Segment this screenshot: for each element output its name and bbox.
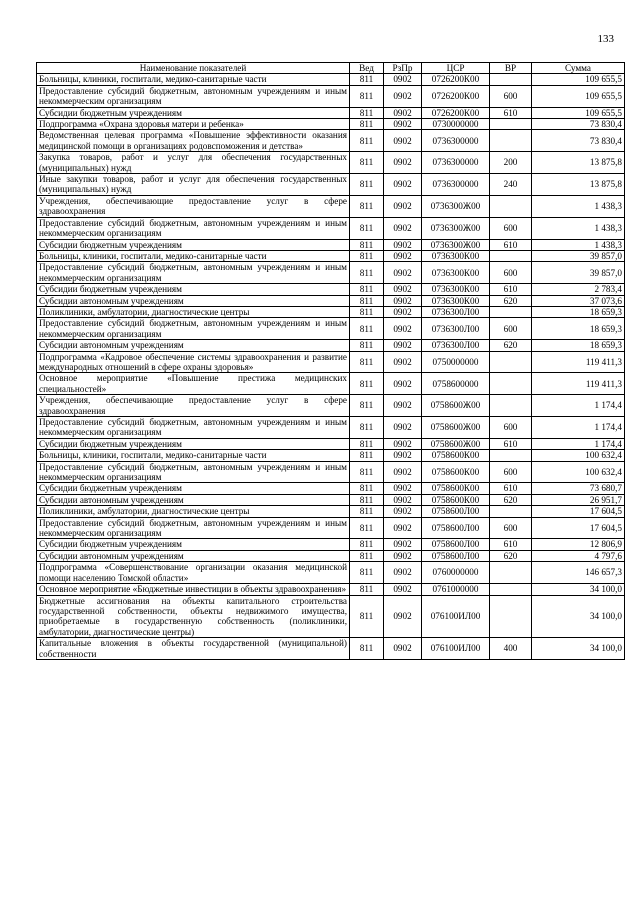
cell-rzpr: 0902 — [384, 351, 422, 373]
cell-csr: 0758600К00 — [422, 483, 490, 494]
cell-sum: 39 857,0 — [532, 250, 625, 261]
cell-name: Субсидии бюджетным учреждениям — [37, 483, 350, 494]
cell-sum: 17 604,5 — [532, 506, 625, 517]
cell-vr: 610 — [490, 539, 532, 550]
cell-vr: 400 — [490, 638, 532, 660]
cell-name: Субсидии автономным учреждениям — [37, 494, 350, 505]
cell-name: Предоставление субсидий бюджетным, автономным учреждениям и иным некоммерческим организациям — [37, 417, 350, 439]
cell-vr: 620 — [490, 494, 532, 505]
table-row — [37, 438, 625, 449]
budget-table — [36, 62, 625, 660]
cell-csr: 0736300Л00 — [422, 306, 490, 317]
table-row — [37, 262, 625, 284]
cell-sum: 1 174,4 — [532, 417, 625, 439]
cell-csr: 0736300000 — [422, 130, 490, 152]
cell-csr: 0758600К00 — [422, 461, 490, 483]
cell-name: Субсидии бюджетным учреждениям — [37, 107, 350, 118]
cell-ved: 811 — [350, 295, 384, 306]
cell-csr: 0736300К00 — [422, 284, 490, 295]
cell-name: Субсидии бюджетным учреждениям — [37, 438, 350, 449]
cell-ved: 811 — [350, 74, 384, 85]
cell-csr: 0758600Л00 — [422, 506, 490, 517]
cell-csr: 0736300000 — [422, 174, 490, 196]
cell-vr: 620 — [490, 550, 532, 561]
cell-rzpr: 0902 — [384, 395, 422, 417]
cell-rzpr: 0902 — [384, 306, 422, 317]
cell-csr: 0758600К00 — [422, 494, 490, 505]
cell-name: Субсидии бюджетным учреждениям — [37, 539, 350, 550]
cell-ved: 811 — [350, 450, 384, 461]
table-row — [37, 562, 625, 584]
cell-rzpr: 0902 — [384, 450, 422, 461]
cell-csr: 0736300Ж00 — [422, 217, 490, 239]
cell-sum: 1 174,4 — [532, 438, 625, 449]
cell-sum: 109 655,5 — [532, 107, 625, 118]
table-row — [37, 74, 625, 85]
table-row — [37, 195, 625, 217]
cell-vr: 600 — [490, 417, 532, 439]
cell-vr — [490, 373, 532, 395]
cell-name: Предоставление субсидий бюджетным, автономным учреждениям и иным некоммерческим организациям — [37, 85, 350, 107]
cell-sum: 4 797,6 — [532, 550, 625, 561]
cell-sum: 37 073,6 — [532, 295, 625, 306]
cell-rzpr: 0902 — [384, 483, 422, 494]
table-row — [37, 395, 625, 417]
cell-csr: 0726200К00 — [422, 74, 490, 85]
cell-name: Субсидии автономным учреждениям — [37, 550, 350, 561]
cell-csr: 0726200К00 — [422, 107, 490, 118]
cell-rzpr: 0902 — [384, 85, 422, 107]
cell-vr: 600 — [490, 461, 532, 483]
cell-ved: 811 — [350, 250, 384, 261]
cell-name: Ведомственная целевая программа «Повышение эффективности оказания медицинской помощи в организациях родовспоможения и детства» — [37, 130, 350, 152]
cell-ved: 811 — [350, 494, 384, 505]
cell-rzpr: 0902 — [384, 239, 422, 250]
table-row — [37, 340, 625, 351]
cell-csr: 0736300К00 — [422, 295, 490, 306]
cell-name: Поликлиники, амбулатории, диагностические центры — [37, 506, 350, 517]
cell-vr — [490, 562, 532, 584]
cell-ved: 811 — [350, 318, 384, 340]
cell-csr: 0758600Л00 — [422, 550, 490, 561]
cell-vr: 610 — [490, 239, 532, 250]
cell-name: Предоставление субсидий бюджетным, автономным учреждениям и иным некоммерческим организациям — [37, 517, 350, 539]
cell-rzpr: 0902 — [384, 295, 422, 306]
header-vr: ВР — [490, 63, 532, 74]
cell-sum: 18 659,3 — [532, 306, 625, 317]
cell-csr: 0736300Ж00 — [422, 239, 490, 250]
cell-sum: 73 830,4 — [532, 119, 625, 130]
cell-csr: 076100ИЛ00 — [422, 638, 490, 660]
cell-vr: 610 — [490, 107, 532, 118]
cell-rzpr: 0902 — [384, 250, 422, 261]
cell-csr: 0758600Ж00 — [422, 395, 490, 417]
cell-csr: 0761000000 — [422, 584, 490, 595]
cell-sum: 13 875,8 — [532, 152, 625, 174]
cell-name: Учреждения, обеспечивающие предоставление услуг в сфере здравоохранения — [37, 195, 350, 217]
cell-ved: 811 — [350, 239, 384, 250]
table-row — [37, 539, 625, 550]
cell-name: Иные закупки товаров, работ и услуг для обеспечения государственных (муниципальных) нужд — [37, 174, 350, 196]
cell-ved: 811 — [350, 85, 384, 107]
cell-vr — [490, 351, 532, 373]
cell-csr: 0758600Л00 — [422, 517, 490, 539]
cell-sum: 2 783,4 — [532, 284, 625, 295]
cell-csr: 0760000000 — [422, 562, 490, 584]
cell-ved: 811 — [350, 351, 384, 373]
table-row — [37, 550, 625, 561]
cell-vr: 600 — [490, 85, 532, 107]
cell-sum: 39 857,0 — [532, 262, 625, 284]
cell-ved: 811 — [350, 262, 384, 284]
cell-rzpr: 0902 — [384, 74, 422, 85]
cell-name: Подпрограмма «Охрана здоровья матери и ребенка» — [37, 119, 350, 130]
cell-vr: 600 — [490, 517, 532, 539]
cell-rzpr: 0902 — [384, 417, 422, 439]
cell-vr: 620 — [490, 295, 532, 306]
cell-name: Субсидии бюджетным учреждениям — [37, 284, 350, 295]
cell-name: Учреждения, обеспечивающие предоставление услуг в сфере здравоохранения — [37, 395, 350, 417]
cell-vr — [490, 119, 532, 130]
cell-vr — [490, 506, 532, 517]
cell-ved: 811 — [350, 195, 384, 217]
cell-csr: 0758600К00 — [422, 450, 490, 461]
table-row — [37, 584, 625, 595]
cell-rzpr: 0902 — [384, 517, 422, 539]
cell-ved: 811 — [350, 539, 384, 550]
cell-rzpr: 0902 — [384, 562, 422, 584]
cell-vr — [490, 195, 532, 217]
header-name: Наименование показателей — [37, 63, 350, 74]
table-row — [37, 351, 625, 373]
cell-csr: 0758600Ж00 — [422, 417, 490, 439]
table-row — [37, 130, 625, 152]
table-row — [37, 318, 625, 340]
cell-csr: 0758600000 — [422, 373, 490, 395]
cell-rzpr: 0902 — [384, 217, 422, 239]
table-row — [37, 107, 625, 118]
cell-sum: 146 657,3 — [532, 562, 625, 584]
cell-name: Субсидии бюджетным учреждениям — [37, 239, 350, 250]
cell-name: Предоставление субсидий бюджетным, автономным учреждениям и иным некоммерческим организациям — [37, 318, 350, 340]
cell-sum: 109 655,5 — [532, 74, 625, 85]
cell-csr: 0750000000 — [422, 351, 490, 373]
cell-rzpr: 0902 — [384, 539, 422, 550]
cell-sum: 119 411,3 — [532, 373, 625, 395]
cell-vr: 600 — [490, 262, 532, 284]
header-row — [37, 63, 625, 74]
table-row — [37, 494, 625, 505]
table-row — [37, 506, 625, 517]
cell-ved: 811 — [350, 119, 384, 130]
cell-csr: 0758600Ж00 — [422, 438, 490, 449]
table-row — [37, 417, 625, 439]
cell-csr: 0730000000 — [422, 119, 490, 130]
cell-rzpr: 0902 — [384, 506, 422, 517]
cell-rzpr: 0902 — [384, 107, 422, 118]
header-sum: Сумма — [532, 63, 625, 74]
cell-vr — [490, 395, 532, 417]
cell-csr: 0736300К00 — [422, 262, 490, 284]
table-row — [37, 295, 625, 306]
cell-name: Субсидии автономным учреждениям — [37, 295, 350, 306]
cell-sum: 1 438,3 — [532, 195, 625, 217]
cell-csr: 0726200К00 — [422, 85, 490, 107]
cell-name: Больницы, клиники, госпитали, медико-санитарные части — [37, 74, 350, 85]
table-row — [37, 250, 625, 261]
cell-ved: 811 — [350, 517, 384, 539]
cell-name: Бюджетные ассигнования на объекты капитального строительства государственной собственности, объекты недвижимого имущества, приобретаемые в государственную собственность (поликлиники, амбулатории, диагностические центры) — [37, 595, 350, 638]
cell-name: Предоставление субсидий бюджетным, автономным учреждениям и иным некоммерческим организациям — [37, 217, 350, 239]
cell-sum: 73 830,4 — [532, 130, 625, 152]
cell-ved: 811 — [350, 340, 384, 351]
cell-rzpr: 0902 — [384, 284, 422, 295]
cell-ved: 811 — [350, 152, 384, 174]
cell-rzpr: 0902 — [384, 438, 422, 449]
cell-ved: 811 — [350, 284, 384, 295]
cell-rzpr: 0902 — [384, 340, 422, 351]
cell-sum: 26 951,7 — [532, 494, 625, 505]
cell-sum: 17 604,5 — [532, 517, 625, 539]
cell-name: Основное мероприятие «Повышение престижа медицинских специальностей» — [37, 373, 350, 395]
cell-rzpr: 0902 — [384, 638, 422, 660]
cell-vr: 620 — [490, 340, 532, 351]
cell-rzpr: 0902 — [384, 461, 422, 483]
cell-sum: 109 655,5 — [532, 85, 625, 107]
cell-sum: 100 632,4 — [532, 450, 625, 461]
cell-rzpr: 0902 — [384, 584, 422, 595]
cell-rzpr: 0902 — [384, 119, 422, 130]
cell-ved: 811 — [350, 373, 384, 395]
cell-vr — [490, 595, 532, 638]
cell-name: Предоставление субсидий бюджетным, автономным учреждениям и иным некоммерческим организациям — [37, 262, 350, 284]
table-row — [37, 517, 625, 539]
table-row — [37, 483, 625, 494]
cell-ved: 811 — [350, 395, 384, 417]
cell-csr: 0736300Л00 — [422, 340, 490, 351]
cell-rzpr: 0902 — [384, 550, 422, 561]
cell-vr — [490, 584, 532, 595]
cell-csr: 0736300Л00 — [422, 318, 490, 340]
cell-sum: 18 659,3 — [532, 318, 625, 340]
cell-csr: 0736300Ж00 — [422, 195, 490, 217]
cell-sum: 1 174,4 — [532, 395, 625, 417]
cell-vr — [490, 250, 532, 261]
cell-rzpr: 0902 — [384, 262, 422, 284]
cell-rzpr: 0902 — [384, 174, 422, 196]
table-body — [37, 74, 625, 660]
cell-vr: 600 — [490, 318, 532, 340]
cell-csr: 076100ИЛ00 — [422, 595, 490, 638]
cell-ved: 811 — [350, 417, 384, 439]
cell-ved: 811 — [350, 506, 384, 517]
cell-ved: 811 — [350, 174, 384, 196]
cell-ved: 811 — [350, 217, 384, 239]
cell-ved: 811 — [350, 107, 384, 118]
header-csr: ЦСР — [422, 63, 490, 74]
cell-vr — [490, 74, 532, 85]
cell-sum: 34 100,0 — [532, 638, 625, 660]
cell-sum: 100 632,4 — [532, 461, 625, 483]
cell-ved: 811 — [350, 483, 384, 494]
cell-csr: 0736300000 — [422, 152, 490, 174]
cell-rzpr: 0902 — [384, 130, 422, 152]
cell-vr: 240 — [490, 174, 532, 196]
cell-ved: 811 — [350, 562, 384, 584]
cell-csr: 0758600Л00 — [422, 539, 490, 550]
cell-sum: 18 659,3 — [532, 340, 625, 351]
cell-ved: 811 — [350, 584, 384, 595]
table-row — [37, 284, 625, 295]
cell-name: Больницы, клиники, госпитали, медико-санитарные части — [37, 450, 350, 461]
table-row — [37, 461, 625, 483]
cell-vr: 610 — [490, 483, 532, 494]
cell-rzpr: 0902 — [384, 373, 422, 395]
cell-name: Подпрограмма «Кадровое обеспечение системы здравоохранения и развитие международных отношений в сфере охраны здоровья» — [37, 351, 350, 373]
cell-name: Больницы, клиники, госпитали, медико-санитарные части — [37, 250, 350, 261]
cell-vr — [490, 306, 532, 317]
table-header — [37, 63, 625, 74]
cell-sum: 34 100,0 — [532, 595, 625, 638]
cell-vr: 610 — [490, 284, 532, 295]
cell-ved: 811 — [350, 306, 384, 317]
table-row — [37, 85, 625, 107]
cell-ved: 811 — [350, 461, 384, 483]
cell-name: Подпрограмма «Совершенствование организации оказания медицинской помощи населению Томской области» — [37, 562, 350, 584]
page-number: 133 — [597, 33, 614, 45]
cell-vr — [490, 130, 532, 152]
table-row — [37, 152, 625, 174]
cell-sum: 119 411,3 — [532, 351, 625, 373]
cell-name: Предоставление субсидий бюджетным, автономным учреждениям и иным некоммерческим организациям — [37, 461, 350, 483]
table-row — [37, 217, 625, 239]
cell-ved: 811 — [350, 438, 384, 449]
cell-sum: 1 438,3 — [532, 217, 625, 239]
cell-ved: 811 — [350, 550, 384, 561]
cell-name: Субсидии автономным учреждениям — [37, 340, 350, 351]
cell-rzpr: 0902 — [384, 318, 422, 340]
cell-sum: 12 806,9 — [532, 539, 625, 550]
cell-name: Основное мероприятие «Бюджетные инвестиции в объекты здравоохранения» — [37, 584, 350, 595]
cell-rzpr: 0902 — [384, 195, 422, 217]
header-ved: Вед — [350, 63, 384, 74]
table-row — [37, 638, 625, 660]
table-row — [37, 119, 625, 130]
cell-rzpr: 0902 — [384, 152, 422, 174]
cell-csr: 0736300К00 — [422, 250, 490, 261]
cell-sum: 13 875,8 — [532, 174, 625, 196]
table-row — [37, 306, 625, 317]
table-row — [37, 174, 625, 196]
cell-sum: 34 100,0 — [532, 584, 625, 595]
cell-name: Закупка товаров, работ и услуг для обеспечения государственных (муниципальных) нужд — [37, 152, 350, 174]
table-row — [37, 450, 625, 461]
cell-ved: 811 — [350, 638, 384, 660]
cell-sum: 1 438,3 — [532, 239, 625, 250]
cell-vr — [490, 450, 532, 461]
cell-ved: 811 — [350, 595, 384, 638]
cell-sum: 73 680,7 — [532, 483, 625, 494]
cell-rzpr: 0902 — [384, 595, 422, 638]
cell-vr: 600 — [490, 217, 532, 239]
cell-rzpr: 0902 — [384, 494, 422, 505]
cell-vr: 610 — [490, 438, 532, 449]
cell-vr: 200 — [490, 152, 532, 174]
header-rzpr: РзПр — [384, 63, 422, 74]
table-row — [37, 373, 625, 395]
table-row — [37, 239, 625, 250]
cell-name: Капитальные вложения в объекты государственной (муниципальной) собственности — [37, 638, 350, 660]
cell-name: Поликлиники, амбулатории, диагностические центры — [37, 306, 350, 317]
table-row — [37, 595, 625, 638]
cell-ved: 811 — [350, 130, 384, 152]
